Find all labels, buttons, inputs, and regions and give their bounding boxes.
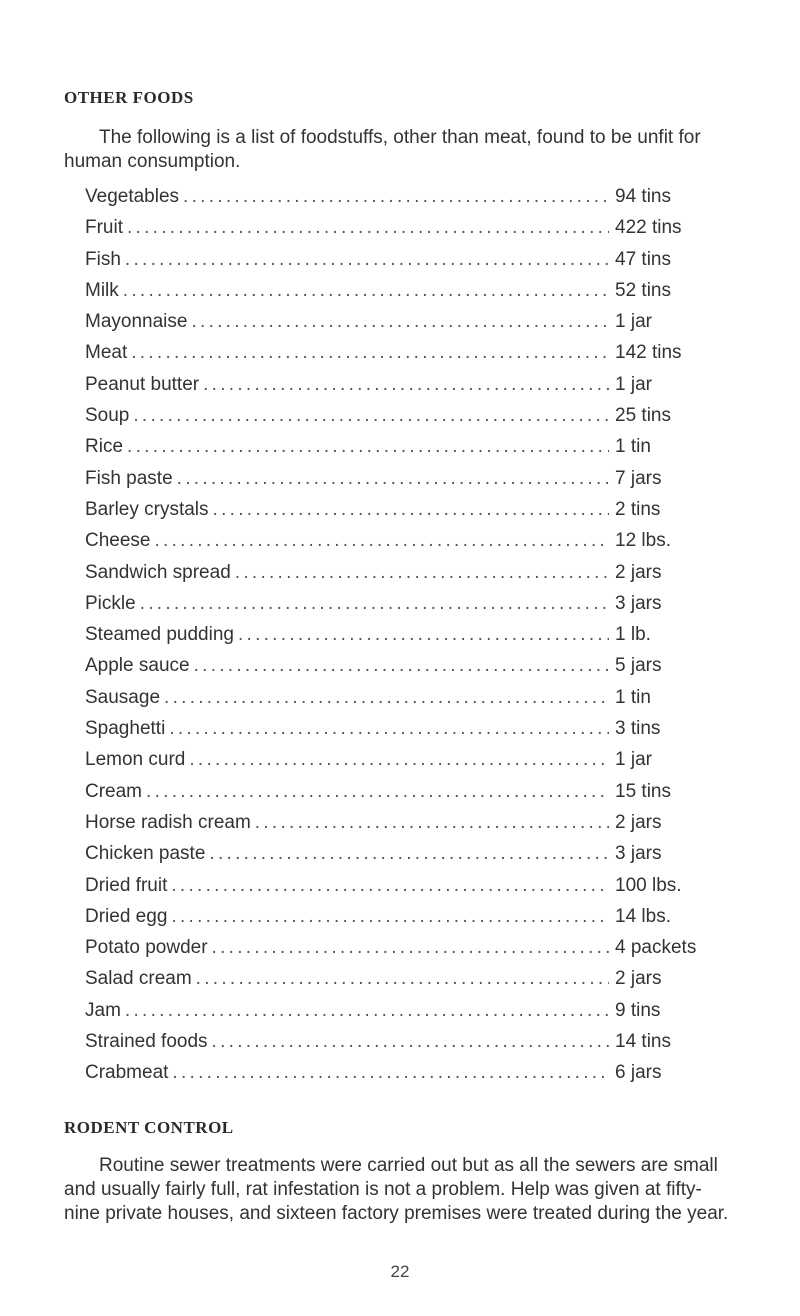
list-item: [85, 280, 740, 311]
food-quantity: 3 jars: [615, 592, 662, 614]
food-quantity: 3 jars: [615, 843, 662, 865]
dot-leader: [172, 1062, 609, 1084]
dot-leader: [213, 499, 609, 521]
dot-leader: [164, 687, 609, 709]
food-quantity: 142 tins: [615, 342, 682, 364]
list-item: [85, 562, 740, 593]
food-name: Lemon curd: [85, 749, 186, 771]
dot-leader: [127, 217, 609, 239]
food-name: Barley crystals: [85, 498, 209, 520]
list-item: [85, 875, 740, 906]
dot-leader: [169, 718, 609, 740]
food-name: Fish: [85, 248, 121, 270]
food-name: Apple sauce: [85, 655, 190, 677]
list-item: [85, 937, 740, 968]
list-item: [85, 624, 740, 655]
list-item: [85, 499, 740, 530]
food-name: Soup: [85, 405, 130, 427]
dot-leader: [171, 875, 609, 897]
list-item: [85, 249, 740, 280]
dot-leader: [189, 749, 609, 771]
list-item: [85, 812, 740, 843]
dot-leader: [255, 812, 609, 834]
list-item: [85, 593, 740, 624]
list-item: [85, 405, 740, 436]
dot-leader: [196, 968, 609, 990]
food-quantity: 2 jars: [615, 811, 662, 833]
food-name: Cream: [85, 780, 143, 802]
dot-leader: [140, 593, 609, 615]
food-name: Rice: [85, 436, 124, 458]
food-name: Vegetables: [85, 186, 180, 207]
dot-leader: [238, 624, 609, 646]
food-quantity: 47 tins: [615, 248, 671, 270]
food-quantity: 9 tins: [615, 999, 661, 1021]
food-name: Mayonnaise: [85, 311, 188, 333]
list-item: [85, 749, 740, 780]
list-item: [85, 530, 740, 561]
rodent-control-paragraph: Routine sewer treatments were carried out but as all the sewers are small and usually fairly full, rat infestation is not a problem. Help was given at fifty-nine private houses, and sixteen factory premises were treated during the year.: [64, 1155, 729, 1224]
food-quantity: 1 tin: [615, 686, 651, 708]
food-quantity: 2 jars: [615, 968, 662, 990]
dot-leader: [183, 186, 609, 208]
food-name: Peanut butter: [85, 373, 200, 395]
page-number: 22: [390, 1262, 410, 1281]
food-name: Meat: [85, 342, 128, 364]
food-name: Dried egg: [85, 905, 168, 927]
food-quantity: 3 tins: [615, 718, 661, 740]
food-quantity: 7 jars: [615, 467, 662, 489]
foods-list: [85, 186, 740, 1094]
food-name: Dried fruit: [85, 874, 168, 896]
dot-leader: [123, 280, 609, 302]
food-name: Spaghetti: [85, 718, 166, 740]
dot-leader: [212, 1031, 609, 1053]
list-item: [85, 781, 740, 812]
list-item: [85, 217, 740, 248]
dot-leader: [194, 655, 609, 677]
list-item: [85, 655, 740, 686]
dot-leader: [146, 781, 609, 803]
food-quantity: 422 tins: [615, 217, 682, 239]
food-quantity: 1 jar: [615, 749, 652, 771]
dot-leader: [209, 843, 609, 865]
list-item: [85, 718, 740, 749]
food-name: Sandwich spread: [85, 561, 231, 583]
list-item: [85, 436, 740, 467]
dot-leader: [155, 530, 610, 552]
food-name: Milk: [85, 279, 119, 301]
food-name: Horse radish cream: [85, 811, 251, 833]
list-item: [85, 186, 740, 217]
food-name: Salad cream: [85, 968, 192, 990]
food-name: Fruit: [85, 217, 123, 239]
food-quantity: 15 tins: [615, 780, 671, 802]
dot-leader: [177, 468, 609, 490]
list-item: [85, 906, 740, 937]
list-item: [85, 1031, 740, 1062]
list-item: [85, 968, 740, 999]
dot-leader: [171, 906, 609, 928]
rodent-control-heading: RODENT CONTROL: [64, 1118, 234, 1137]
food-quantity: 12 lbs.: [615, 530, 671, 552]
food-quantity: 52 tins: [615, 279, 671, 301]
dot-leader: [127, 436, 609, 458]
food-name: Crabmeat: [85, 1062, 169, 1084]
dot-leader: [212, 937, 609, 959]
food-name: Fish paste: [85, 467, 173, 489]
food-quantity: 1 lb.: [615, 624, 651, 646]
dot-leader: [131, 342, 609, 364]
food-quantity: 1 tin: [615, 436, 651, 458]
food-name: Sausage: [85, 686, 161, 708]
list-item: [85, 1000, 740, 1031]
food-quantity: 1 jar: [615, 373, 652, 395]
food-name: Strained foods: [85, 1031, 208, 1053]
food-quantity: 5 jars: [615, 655, 662, 677]
dot-leader: [125, 249, 609, 271]
dot-leader: [125, 1000, 609, 1022]
food-name: Jam: [85, 999, 121, 1021]
list-item: [85, 687, 740, 718]
food-quantity: 94 tins: [615, 186, 671, 207]
dot-leader: [133, 405, 609, 427]
list-item: [85, 843, 740, 874]
food-name: Pickle: [85, 592, 136, 614]
food-name: Steamed pudding: [85, 624, 234, 646]
food-quantity: 14 lbs.: [615, 905, 671, 927]
intro-paragraph: The following is a list of foodstuffs, other than meat, found to be unfit for human consumption.: [64, 127, 701, 172]
list-item: [85, 374, 740, 405]
food-name: Chicken paste: [85, 843, 206, 865]
food-quantity: 25 tins: [615, 405, 671, 427]
list-item: [85, 468, 740, 499]
list-item: [85, 342, 740, 373]
food-quantity: 6 jars: [615, 1062, 662, 1084]
dot-leader: [203, 374, 609, 396]
food-quantity: 2 jars: [615, 561, 662, 583]
food-name: Potato powder: [85, 937, 208, 959]
dot-leader: [191, 311, 609, 333]
food-name: Cheese: [85, 530, 151, 552]
food-quantity: 100 lbs.: [615, 874, 682, 896]
list-item: [85, 1062, 740, 1093]
list-item: [85, 311, 740, 342]
food-quantity: 4 packets: [615, 937, 697, 959]
food-quantity: 1 jar: [615, 311, 652, 333]
food-quantity: 14 tins: [615, 1031, 671, 1053]
dot-leader: [235, 562, 609, 584]
other-foods-heading: OTHER FOODS: [64, 88, 194, 107]
food-quantity: 2 tins: [615, 498, 661, 520]
